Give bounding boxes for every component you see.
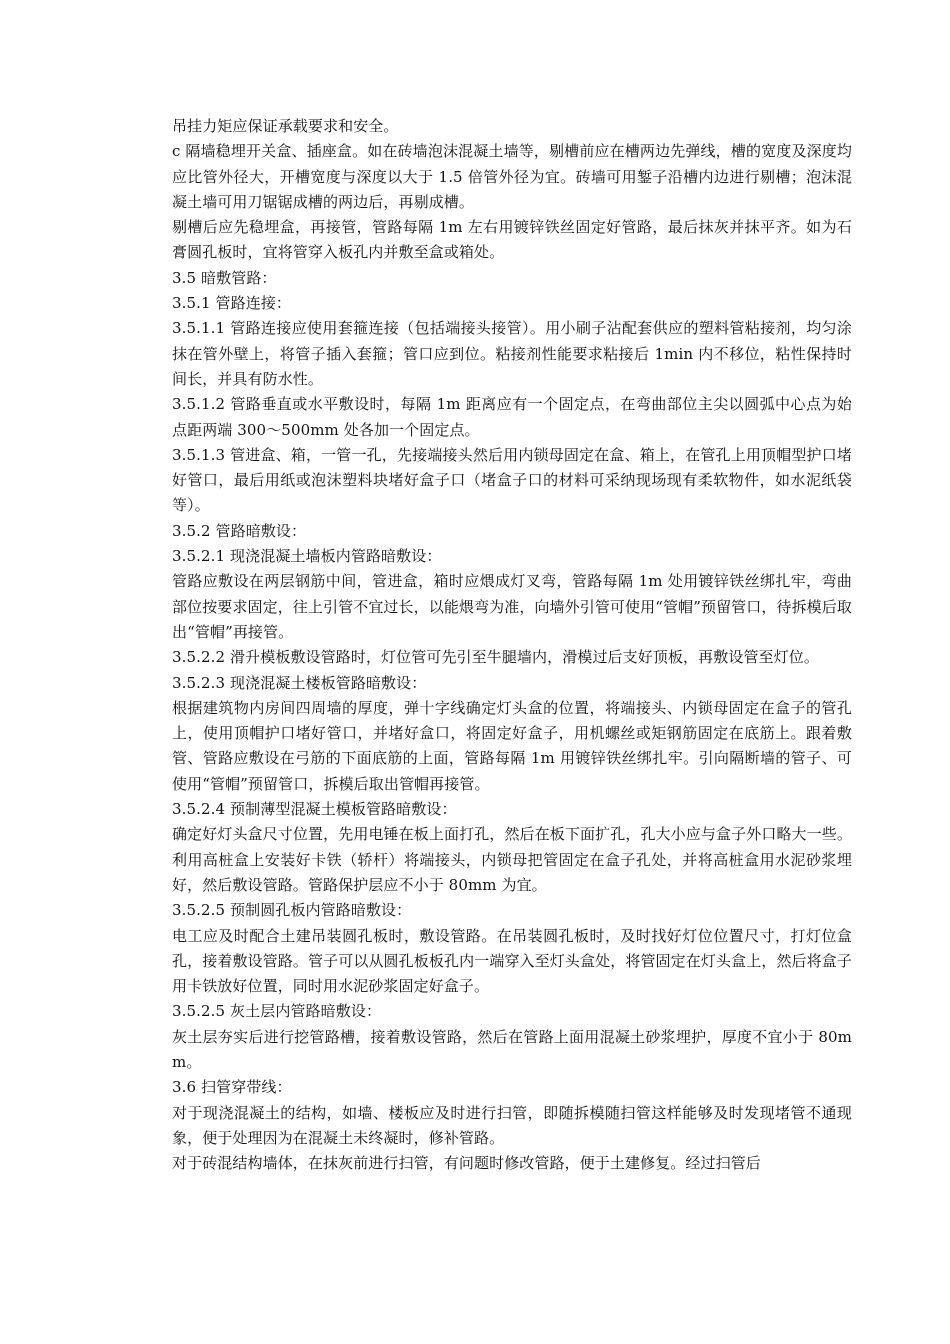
section-heading-3-5-1: 3.5.1 管路连接： (172, 294, 292, 313)
section-heading-3-5-2: 3.5.2 管路暗敷设： (172, 521, 307, 540)
section-heading-3-5-2-4: 3.5.2.4 预制薄型混凝土模板管路暗敷设： (172, 800, 457, 819)
paragraph-3-5-2-5-b-body: 灰土层夯实后进行挖管路槽，接着敷设管路，然后在管路上面用混凝土砂浆埋护，厚度不宜小于 80mm。 (172, 1027, 852, 1071)
paragraph-3: 剔槽后应先稳埋盒，再接管，管路每隔 1m 左右用镀锌铁丝固定好管路，最后抹灰并抹平齐。如为石膏圆孔板时，宜将管穿入板孔内并敷至盒或箱处。 (172, 218, 852, 262)
paragraph-3-5-2-3-body: 根据建筑物内房间四周墙的厚度，弹十字线确定灯头盒的位置，将端接头、内锁母固定在盒子的管孔上，使用顶帽护口堵好管口，并堵好盒口，将固定好盒子，用机螺丝或矩钢筋固定在底筋上。跟着敷管、管路应敷设在弓筋的下面底筋的上面，管路每隔 1m 用镀锌铁丝绑扎牢。引向隔断墙的管子、可使用“管帽”预留管口，拆模后取出管帽再接管。 (172, 698, 852, 793)
paragraph-2: c 隔墙稳埋开关盒、插座盒。如在砖墙泡沫混凝土墙等，剔槽前应在槽两边先弹线，槽的宽度及深度均应比管外径大，开槽宽度与深度以大于 1.5 倍管外径为宜。砖墙可用錾子沿槽内边进行剔槽；泡沫混凝土墙可用刀锯锯成槽的两边后，再剔成槽。 (172, 142, 852, 211)
paragraph-3-5-1-1: 3.5.1.1 管路连接应使用套箍连接（包括端接头接管）。用小刷子沾配套供应的塑料管粘接剂，均匀涂抹在管外壁上，将管子插入套箍；管口应到位。粘接剂性能要求粘接后 1min 内不移位，粘性保持时间长，并具有防水性。 (172, 319, 852, 388)
paragraph-3-5-1-2: 3.5.1.2 管路垂直或水平敷设时，每隔 1m 距离应有一个固定点，在弯曲部位主尖以圆弧中心点为始点距两端 300～500mm 处各加一个固定点。 (172, 395, 852, 439)
paragraph-3-5-2-5-a-body: 电工应及时配合土建吊装圆孔板时，敷设管路。在吊装圆孔板时，及时找好灯位位置尺寸，打灯位盒孔，接着敷设管路。管子可以从圆孔板板孔内一端穿入至灯头盒处，将管固定在灯头盒上，然后将盒子用卡铁放好位置，同时用水泥砂浆固定好盒子。 (172, 926, 852, 996)
section-heading-3-5-2-5-a: 3.5.2.5 预制圆孔板内管路暗敷设： (172, 901, 412, 920)
section-heading-3-5-2-5-b: 3.5.2.5 灰土层内管路暗敷设： (172, 1002, 382, 1021)
paragraph-3-5-2-4-body: 确定好灯头盒尺寸位置，先用电锤在板上面打孔，然后在板下面扩孔，孔大小应与盒子外口略大一些。利用高桩盒上安装好卡铁（轿杆）将端接头，内锁母把管固定在盒子孔处，并将高桩盒用水泥砂浆埋好，然后敷设管路。管路保护层应不小于 80mm 为宜。 (172, 825, 852, 894)
section-heading-3-5: 3.5 暗敷管路： (172, 268, 277, 287)
paragraph-3-6-body-1: 对于现浇混凝土的结构，如墙、楼板应及时进行扫管，即随拆模随扫管这样能够及时发现堵管不通现象，便于处理因为在混凝土未终凝时，修补管路。 (172, 1103, 852, 1147)
document-body (172, 114, 852, 1176)
section-heading-3-5-2-1: 3.5.2.1 现浇混凝土墙板内管路暗敷设： (172, 547, 442, 566)
paragraph-3-5-2-2: 3.5.2.2 滑升模板敷设管路时，灯位管可先引至牛腿墙内，滑模过后支好顶板，再敷设管至灯位。 (172, 648, 819, 667)
section-heading-3-5-2-3: 3.5.2.3 现浇混凝土楼板管路暗敷设： (172, 673, 427, 692)
paragraph-3-5-1-3: 3.5.1.3 管进盒、箱，一管一孔，先接端接头然后用内锁母固定在盒、箱上，在管孔上用顶帽型护口堵好管口，最后用纸或泡沫塑料块堵好盒子口（堵盒子口的材料可采纳现场现有柔软物件，如水泥纸袋等）。 (172, 445, 852, 515)
paragraph-3-5-2-1-body: 管路应敷设在两层钢筋中间，管进盒，箱时应煨成灯叉弯，管路每隔 1m 处用镀锌铁丝绑扎牢，弯曲部位按要求固定，往上引管不宜过长，以能煨弯为准，向墙外引管可使用“管帽”预留管口，待拆模后取出“管帽”再接管。 (172, 572, 852, 641)
section-heading-3-6: 3.6 扫管穿带线： (172, 1078, 292, 1097)
paragraph-3-6-body-2: 对于砖混结构墙体，在抹灰前进行扫管，有问题时修改管路，便于土建修复。经过扫管后 (172, 1154, 761, 1173)
paragraph-1: 吊挂力矩应保证承载要求和安全。 (172, 117, 399, 135)
